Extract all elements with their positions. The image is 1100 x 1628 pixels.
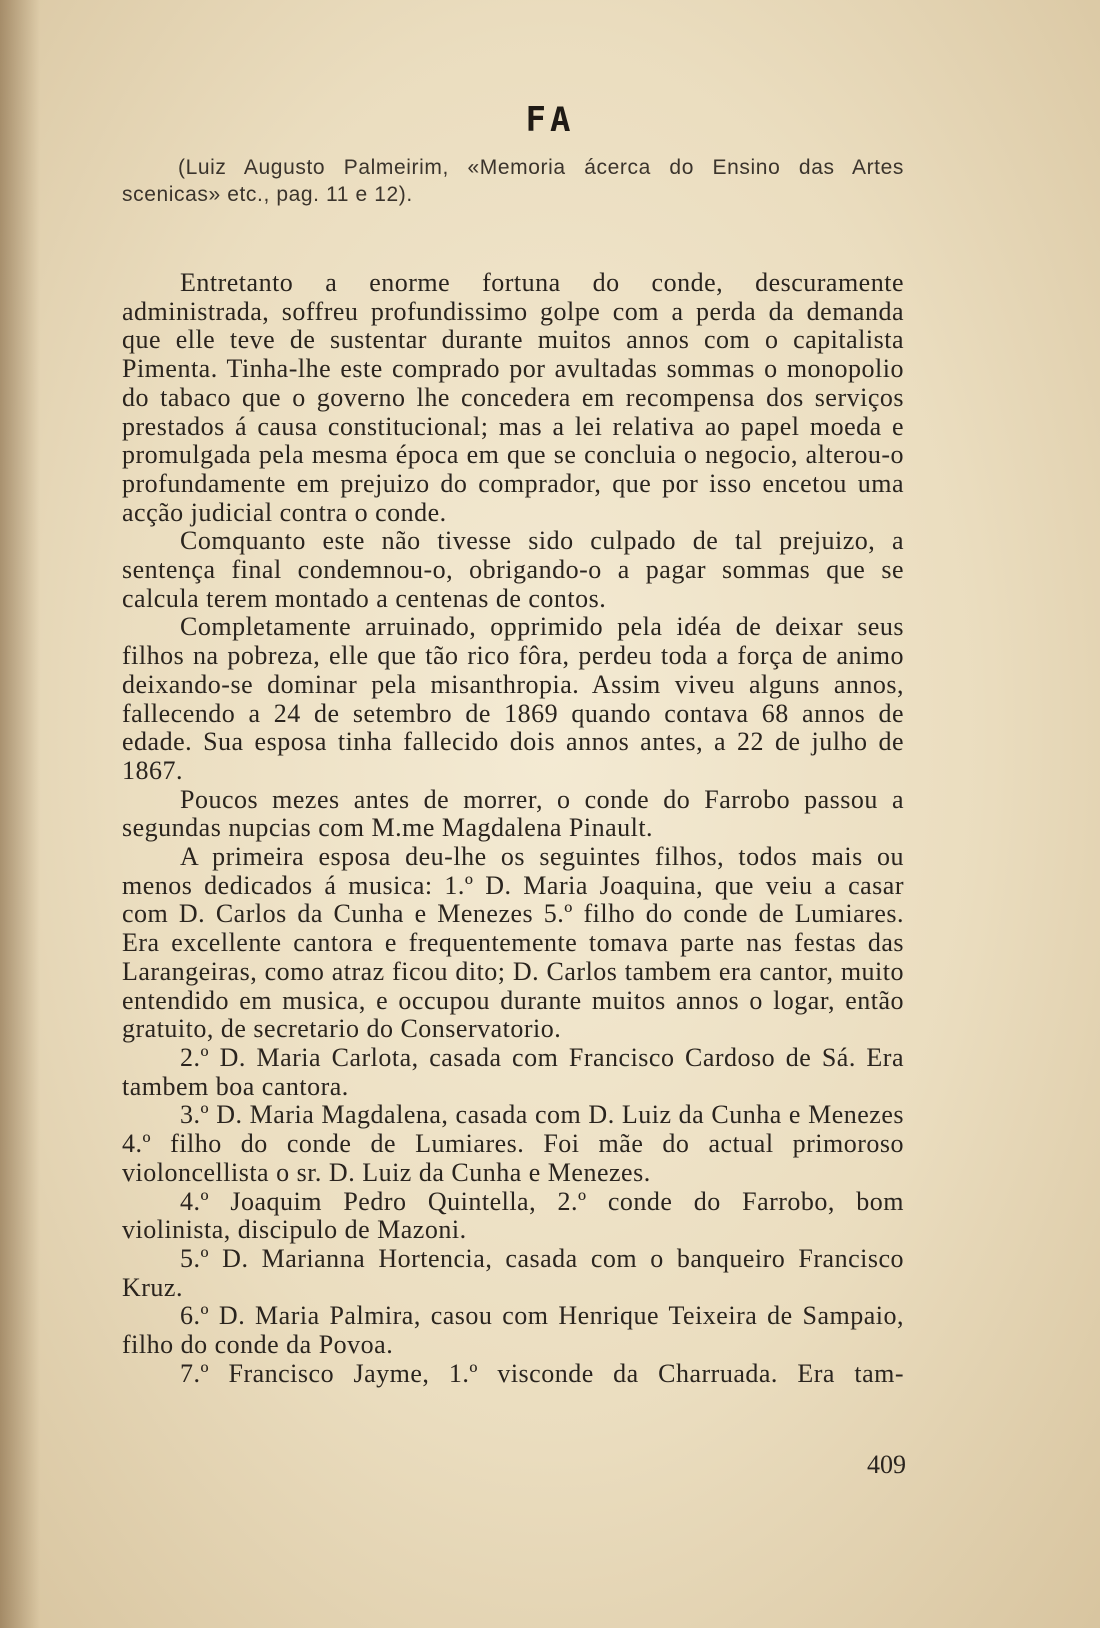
paragraph: 7.º Francisco Jayme, 1.º visconde da Charruada. Era tam- bbox=[180, 1358, 904, 1388]
running-head: FA bbox=[525, 100, 575, 140]
page-number: 409 bbox=[867, 1450, 906, 1479]
paragraph: 2.º D. Maria Carlota, casada com Francisco Cardoso de Sá. Era tambem boa cantora. bbox=[122, 1042, 904, 1101]
paragraph: Poucos mezes antes de morrer, o conde do Farrobo passou a segundas nupcias com M.me Magdalena Pinault. bbox=[122, 784, 904, 843]
paragraph: 3.º D. Maria Magdalena, casada com D. Luiz da Cunha e Menezes 4.º filho do conde de Lumiares. Foi mãe do actual primoroso violoncellista o sr. D. Luiz da Cunha e Menezes. bbox=[122, 1100, 904, 1187]
paragraph: 4.º Joaquim Pedro Quintella, 2.º conde do Farrobo, bom violinista, discipulo de Mazoni. bbox=[122, 1186, 904, 1245]
paragraph: Comquanto este não tivesse sido culpado de tal prejuizo, a sentença final condemnou-o, obrigando-o a pagar sommas que se calcula terem montado a centenas de contos. bbox=[122, 526, 904, 613]
paragraph: A primeira esposa deu-lhe os seguintes filhos, todos mais ou menos dedicados á musica: 1.º D. Maria Joaquina, que veiu a casar com D. Carlos da Cunha e Menezes 5.º filho do conde de Lumiares. Era excellente cantora e frequentemente tomava parte nas festas das Larangeiras, como atraz ficou dito; D. Carlos tambem era cantor, muito entendido em musica, e occupou durante muitos annos o logar, então gratuito, de secretario do Conservatorio. bbox=[122, 842, 904, 1044]
spine-shadow bbox=[0, 0, 40, 1628]
paragraph: 6.º D. Maria Palmira, casou com Henrique Teixeira de Sampaio, filho do conde da Povoa. bbox=[122, 1301, 904, 1360]
body-text bbox=[122, 269, 904, 1388]
paragraph: 5.º D. Marianna Hortencia, casada com o banqueiro Francisco Kruz. bbox=[122, 1243, 904, 1302]
paragraph: Entretanto a enorme fortuna do conde, descuramente administrada, soffreu profundissimo golpe com a perda da demanda que elle teve de sustentar durante muitos annos com o capitalista Pimenta. Tinha-lhe este comprado por avultadas sommas o monopolio do tabaco que o governo lhe concedera em recompensa dos serviços prestados á causa constitucional; mas a lei relativa ao papel moeda e promulgada pela mesma época em que se concluia o negocio, alterou-o profundamente em prejuizo do comprador, que por isso encetou uma acção judicial contra o conde. bbox=[122, 268, 904, 527]
paragraph: Completamente arruinado, opprimido pela idéa de deixar seus filhos na pobreza, elle que tão rico fôra, perdeu toda a força de animo deixando-se dominar pela misanthropia. Assim viveu alguns annos, fallecendo a 24 de setembro de 1869 quando contava 68 annos de edade. Sua esposa tinha fallecido dois annos antes, a 22 de julho de 1867. bbox=[122, 612, 904, 785]
citation: (Luiz Augusto Palmeirim, «Memoria ácerca do Ensino das Artes scenicas» etc., pag. 11 e 12). bbox=[122, 156, 904, 206]
